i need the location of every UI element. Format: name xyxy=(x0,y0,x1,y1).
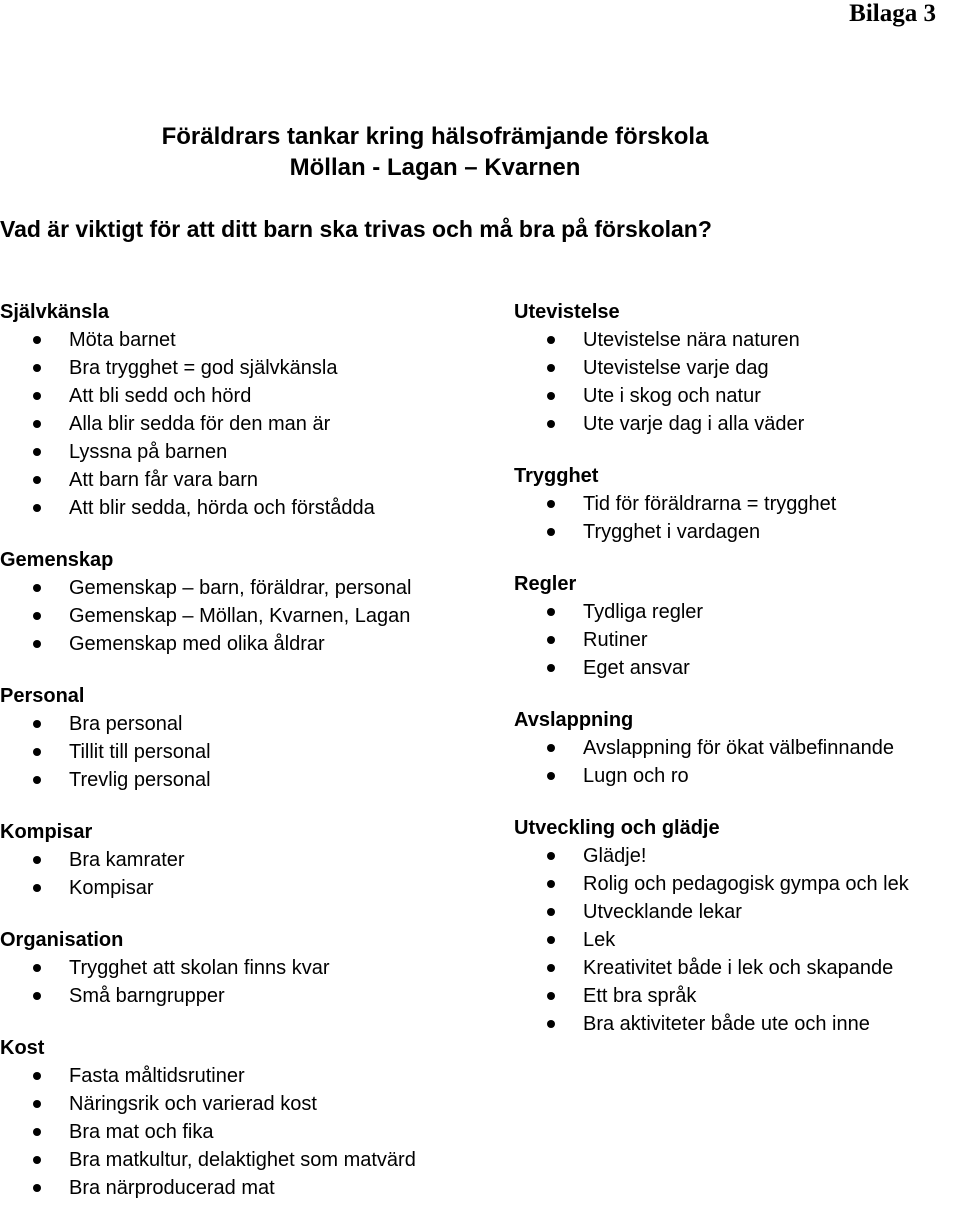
bullet-icon xyxy=(547,500,555,508)
section-gemenskap xyxy=(0,546,505,658)
list-item xyxy=(514,626,960,654)
list-item xyxy=(514,842,960,870)
list-item-text: Utevistelse nära naturen xyxy=(583,329,800,351)
section-heading: Personal xyxy=(0,685,85,707)
bullet-icon xyxy=(547,744,555,752)
bullet-icon xyxy=(33,720,41,728)
list-item-text: Alla blir sedda för den man är xyxy=(69,413,331,435)
left-column xyxy=(0,298,505,1202)
list-item-text: Tillit till personal xyxy=(69,741,211,763)
list-item-text: Gemenskap – Möllan, Kvarnen, Lagan xyxy=(69,605,411,627)
list-item xyxy=(0,874,505,902)
bullet-list xyxy=(514,598,960,682)
section-utevistelse xyxy=(514,298,960,438)
bullet-icon xyxy=(33,1128,41,1136)
section-avslappning xyxy=(514,706,960,790)
list-item-text: Att bli sedd och hörd xyxy=(69,385,252,407)
bullet-icon xyxy=(33,992,41,1000)
list-item-text: Lyssna på barnen xyxy=(69,441,228,463)
list-item-text: Ute i skog och natur xyxy=(583,385,761,407)
section-kompisar xyxy=(0,818,505,902)
bullet-icon xyxy=(547,528,555,536)
list-item-text: Gemenskap – barn, föräldrar, personal xyxy=(69,577,412,599)
section-kost xyxy=(0,1034,505,1202)
document-title: Föräldrars tankar kring hälsofrämjande förskola xyxy=(161,123,709,150)
list-item xyxy=(514,870,960,898)
list-item-text: Bra matkultur, delaktighet som matvärd xyxy=(69,1149,416,1171)
section-heading: Kompisar xyxy=(0,821,93,843)
bullet-list xyxy=(0,326,505,522)
bullet-icon xyxy=(33,448,41,456)
list-item-text: Att barn får vara barn xyxy=(69,469,258,491)
bullet-icon xyxy=(547,992,555,1000)
list-item-text: Bra mat och fika xyxy=(69,1121,214,1143)
list-item xyxy=(514,598,960,626)
list-item-text: Tid för föräldrarna = trygghet xyxy=(583,493,837,515)
list-item-text: Avslappning för ökat välbefinnande xyxy=(583,737,894,759)
bullet-icon xyxy=(547,908,555,916)
list-item-text: Bra närproducerad mat xyxy=(69,1177,275,1199)
bullet-list xyxy=(0,954,505,1010)
list-item xyxy=(0,738,505,766)
bullet-icon xyxy=(33,856,41,864)
section-personal xyxy=(0,682,505,794)
list-item-text: Trygghet i vardagen xyxy=(583,521,761,543)
section-regler xyxy=(514,570,960,682)
list-item-text: Gemenskap med olika åldrar xyxy=(69,633,325,655)
list-item xyxy=(0,382,505,410)
bullet-icon xyxy=(33,748,41,756)
bullet-list xyxy=(0,710,505,794)
list-item xyxy=(0,574,505,602)
bullet-icon xyxy=(547,964,555,972)
document-subtitle: Möllan - Lagan – Kvarnen xyxy=(289,154,581,181)
bullet-icon xyxy=(33,640,41,648)
list-item-text: Eget ansvar xyxy=(583,657,690,679)
bullet-icon xyxy=(33,1184,41,1192)
list-item xyxy=(0,1118,505,1146)
list-item-text: Glädje! xyxy=(583,845,647,867)
section-heading: Avslappning xyxy=(514,709,634,731)
list-item xyxy=(0,630,505,658)
section-heading: Trygghet xyxy=(514,465,599,487)
section-heading: Organisation xyxy=(0,929,124,951)
survey-question: Vad är viktigt för att ditt barn ska trivas och må bra på förskolan? xyxy=(0,216,712,242)
bullet-icon xyxy=(547,636,555,644)
bullet-icon xyxy=(33,1100,41,1108)
list-item xyxy=(514,762,960,790)
bullet-icon xyxy=(33,1072,41,1080)
list-item xyxy=(514,1010,960,1038)
section-heading: Självkänsla xyxy=(0,301,109,323)
list-item xyxy=(514,926,960,954)
list-item xyxy=(514,898,960,926)
bullet-icon xyxy=(33,420,41,428)
list-item-text: Ett bra språk xyxy=(583,985,697,1007)
list-item xyxy=(0,1146,505,1174)
list-item-text: Bra aktiviteter både ute och inne xyxy=(583,1013,870,1035)
bullet-list xyxy=(514,842,960,1038)
section-heading: Utevistelse xyxy=(514,301,620,323)
section-utveckling-och-gladje xyxy=(514,814,960,1038)
bullet-icon xyxy=(547,608,555,616)
list-item xyxy=(514,982,960,1010)
list-item xyxy=(0,954,505,982)
appendix-label: Bilaga 3 xyxy=(849,0,936,27)
list-item xyxy=(0,846,505,874)
section-sjalvkansla xyxy=(0,298,505,522)
bullet-icon xyxy=(33,884,41,892)
list-item-text: Bra kamrater xyxy=(69,849,185,871)
section-heading: Kost xyxy=(0,1037,45,1059)
list-item xyxy=(0,1174,505,1202)
list-item-text: Utevistelse varje dag xyxy=(583,357,769,379)
bullet-list xyxy=(0,1062,505,1202)
list-item xyxy=(514,382,960,410)
bullet-icon xyxy=(33,392,41,400)
bullet-icon xyxy=(547,664,555,672)
list-item xyxy=(0,354,505,382)
list-item xyxy=(0,710,505,738)
list-item-text: Ute varje dag i alla väder xyxy=(583,413,805,435)
list-item xyxy=(514,518,960,546)
list-item-text: Att blir sedda, hörda och förstådda xyxy=(69,497,375,519)
list-item-text: Tydliga regler xyxy=(583,601,704,623)
bullet-icon xyxy=(33,776,41,784)
list-item-text: Små barngrupper xyxy=(69,985,225,1007)
bullet-icon xyxy=(33,476,41,484)
bullet-icon xyxy=(547,852,555,860)
list-item xyxy=(514,954,960,982)
bullet-icon xyxy=(547,392,555,400)
bullet-icon xyxy=(33,336,41,344)
bullet-icon xyxy=(547,336,555,344)
bullet-icon xyxy=(547,1020,555,1028)
list-item-text: Trygghet att skolan finns kvar xyxy=(69,957,330,979)
bullet-list xyxy=(0,574,505,658)
bullet-icon xyxy=(547,772,555,780)
list-item xyxy=(514,490,960,518)
list-item-text: Bra trygghet = god självkänsla xyxy=(69,357,338,379)
bullet-list xyxy=(0,846,505,902)
list-item-text: Rolig och pedagogisk gympa och lek xyxy=(583,873,909,895)
bullet-list xyxy=(514,490,960,546)
list-item xyxy=(0,602,505,630)
bullet-icon xyxy=(33,364,41,372)
section-trygghet xyxy=(514,462,960,546)
bullet-list xyxy=(514,734,960,790)
list-item xyxy=(514,326,960,354)
list-item xyxy=(514,410,960,438)
list-item-text: Kreativitet både i lek och skapande xyxy=(583,957,894,979)
bullet-icon xyxy=(33,1156,41,1164)
list-item-text: Möta barnet xyxy=(69,329,176,351)
list-item xyxy=(0,1062,505,1090)
list-item xyxy=(514,654,960,682)
list-item xyxy=(0,410,505,438)
bullet-icon xyxy=(547,880,555,888)
bullet-icon xyxy=(547,420,555,428)
list-item-text: Näringsrik och varierad kost xyxy=(69,1093,317,1115)
list-item-text: Lek xyxy=(583,929,616,951)
bullet-icon xyxy=(547,364,555,372)
bullet-icon xyxy=(33,584,41,592)
section-heading: Utveckling och glädje xyxy=(514,817,720,839)
bullet-icon xyxy=(33,504,41,512)
list-item xyxy=(0,438,505,466)
list-item xyxy=(514,354,960,382)
list-item-text: Rutiner xyxy=(583,629,648,651)
list-item xyxy=(514,734,960,762)
list-item xyxy=(0,466,505,494)
list-item-text: Fasta måltidsrutiner xyxy=(69,1065,245,1087)
list-item-text: Trevlig personal xyxy=(69,769,211,791)
bullet-icon xyxy=(547,936,555,944)
section-heading: Regler xyxy=(514,573,577,595)
bullet-icon xyxy=(33,612,41,620)
list-item-text: Lugn och ro xyxy=(583,765,689,787)
list-item xyxy=(0,494,505,522)
list-item xyxy=(0,982,505,1010)
section-heading: Gemenskap xyxy=(0,549,114,571)
right-column xyxy=(514,298,960,1038)
list-item-text: Bra personal xyxy=(69,713,183,735)
list-item xyxy=(0,1090,505,1118)
list-item xyxy=(0,326,505,354)
list-item-text: Kompisar xyxy=(69,877,154,899)
section-organisation xyxy=(0,926,505,1010)
list-item xyxy=(0,766,505,794)
list-item-text: Utvecklande lekar xyxy=(583,901,742,923)
bullet-icon xyxy=(33,964,41,972)
bullet-list xyxy=(514,326,960,438)
